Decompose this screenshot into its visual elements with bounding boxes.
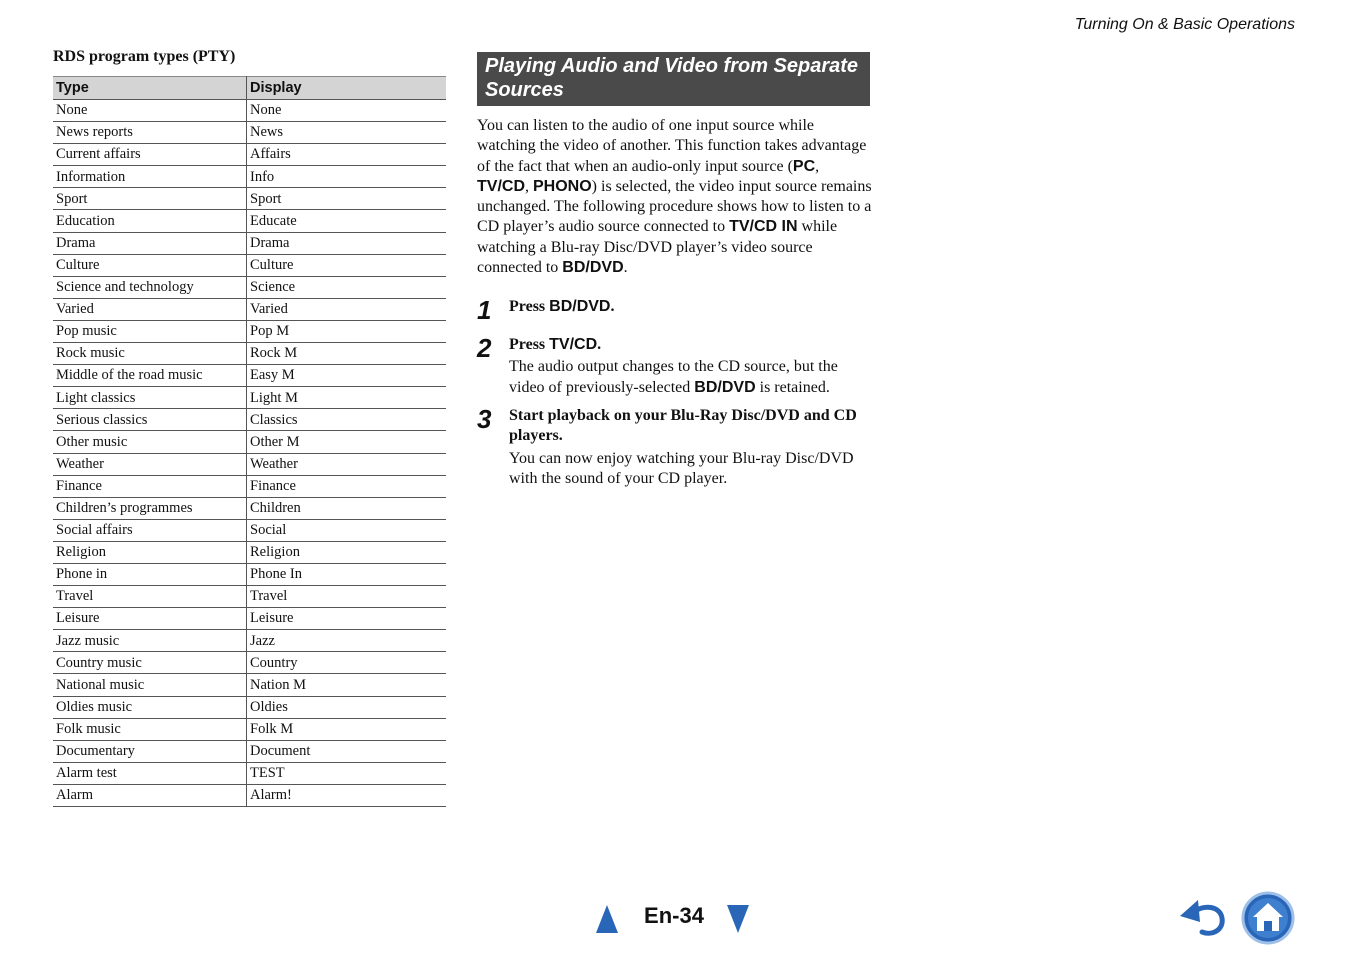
cell-type: Rock music [53, 343, 247, 365]
step-description-text: The audio output changes to the CD source, but the video of previously-selected [509, 358, 838, 396]
rds-pty-table [53, 76, 446, 807]
table-row [53, 563, 446, 585]
table-row [53, 166, 446, 188]
input-label-bddvd: BD/DVD [562, 259, 624, 277]
cell-type: Sport [53, 188, 247, 210]
page-number: En-34 [644, 903, 704, 928]
table-row [53, 652, 446, 674]
table-row [53, 696, 446, 718]
section-heading: Playing Audio and Video from Separate Sources [477, 52, 870, 106]
table-row [53, 586, 446, 608]
cell-display: Varied [247, 298, 447, 320]
cell-type: Country music [53, 652, 247, 674]
input-label-phono: PHONO [533, 177, 592, 195]
step-number: 2 [477, 333, 492, 363]
cell-type: Children’s programmes [53, 497, 247, 519]
cell-type: Finance [53, 475, 247, 497]
cell-display: Light M [247, 387, 447, 409]
table-row [53, 232, 446, 254]
cell-type: Leisure [53, 608, 247, 630]
cell-type: Information [53, 166, 247, 188]
step-description-text: is retained. [755, 378, 830, 396]
down-arrow-icon[interactable] [727, 905, 749, 933]
step-title: Start playback on your Blu-Ray Disc/DVD and CD players. [509, 407, 857, 445]
step-number: 3 [477, 404, 492, 434]
intro-text: ) is selected, the video input source remains unchanged. The following procedure shows how to listen to a CD player’s audio source connected to [477, 177, 872, 236]
cell-display: Science [247, 276, 447, 298]
table-row [53, 630, 446, 652]
cell-type: Serious classics [53, 409, 247, 431]
table-row [53, 387, 446, 409]
table-row [53, 519, 446, 541]
input-label-pc: PC [792, 157, 816, 175]
cell-type: Culture [53, 254, 247, 276]
cell-type: Religion [53, 541, 247, 563]
step-3 [477, 406, 872, 489]
cell-display: Educate [247, 210, 447, 232]
table-row [53, 343, 446, 365]
cell-display: Jazz [247, 630, 447, 652]
cell-type: Light classics [53, 387, 247, 409]
table-row [53, 144, 446, 166]
column-header-display: Display [247, 77, 447, 100]
cell-display: Rock M [247, 343, 447, 365]
table-row [53, 608, 446, 630]
step-2 [477, 335, 872, 398]
cell-display: Drama [247, 232, 447, 254]
input-label-tvcd: TV/CD [477, 177, 525, 195]
table-row [53, 784, 446, 806]
cell-type: Alarm test [53, 762, 247, 784]
home-icon[interactable] [1241, 891, 1295, 945]
cell-display: Other M [247, 431, 447, 453]
cell-type: Drama [53, 232, 247, 254]
cell-display: Finance [247, 475, 447, 497]
table-row [53, 365, 446, 387]
cell-type: Travel [53, 586, 247, 608]
table-row [53, 541, 446, 563]
button-label-bddvd: BD/DVD [694, 378, 756, 396]
cell-type: Varied [53, 298, 247, 320]
cell-type: National music [53, 674, 247, 696]
cell-display: Pop M [247, 320, 447, 342]
cell-display: Social [247, 519, 447, 541]
step-title [509, 335, 872, 355]
cell-display: Nation M [247, 674, 447, 696]
cell-display: Leisure [247, 608, 447, 630]
input-label-tvcd-in: TV/CD IN [729, 218, 798, 236]
step-title [509, 297, 872, 317]
step-number: 1 [477, 295, 492, 325]
table-row [53, 298, 446, 320]
cell-type: Alarm [53, 784, 247, 806]
table-row [53, 100, 446, 122]
up-arrow-icon[interactable] [596, 905, 618, 933]
table-row [53, 122, 446, 144]
separator: , [525, 177, 533, 195]
table-row [53, 475, 446, 497]
step-description: You can now enjoy watching your Blu-ray Disc/DVD with the sound of your CD player. [509, 449, 854, 487]
cell-display: None [247, 100, 447, 122]
cell-type: Science and technology [53, 276, 247, 298]
cell-display: Travel [247, 586, 447, 608]
cell-display: TEST [247, 762, 447, 784]
table-header-row [53, 77, 446, 100]
cell-type: None [53, 100, 247, 122]
cell-type: Other music [53, 431, 247, 453]
cell-display: Culture [247, 254, 447, 276]
intro-paragraph [477, 116, 872, 278]
table-row [53, 718, 446, 740]
button-label-bddvd: BD/DVD [549, 298, 611, 315]
cell-display: Classics [247, 409, 447, 431]
step-title-text: . [610, 298, 615, 315]
running-header: Turning On & Basic Operations [1074, 16, 1295, 33]
cell-type: Education [53, 210, 247, 232]
cell-display: Document [247, 740, 447, 762]
column-header-type: Type [53, 77, 247, 100]
cell-display: Religion [247, 541, 447, 563]
cell-type: Jazz music [53, 630, 247, 652]
table-row [53, 409, 446, 431]
cell-display: Alarm! [247, 784, 447, 806]
cell-display: Affairs [247, 144, 447, 166]
intro-text: while watching a Blu-ray Disc/DVD player’s video source connected to [477, 218, 838, 277]
cell-type: Weather [53, 453, 247, 475]
cell-type: Social affairs [53, 519, 247, 541]
intro-text: . [623, 259, 628, 277]
table-row [53, 497, 446, 519]
table-row [53, 210, 446, 232]
table-row [53, 254, 446, 276]
button-label-tvcd: TV/CD [549, 336, 598, 353]
table-row [53, 188, 446, 210]
cell-display: Info [247, 166, 447, 188]
step-title-text: Press [509, 336, 550, 353]
cell-display: Sport [247, 188, 447, 210]
cell-type: Documentary [53, 740, 247, 762]
step-title-text: . [597, 336, 602, 353]
back-arrow-icon[interactable] [1178, 896, 1228, 938]
cell-display: News [247, 122, 447, 144]
cell-type: Phone in [53, 563, 247, 585]
table-row [53, 762, 446, 784]
cell-type: Middle of the road music [53, 365, 247, 387]
table-row [53, 431, 446, 453]
table-row [53, 740, 446, 762]
table-row [53, 453, 446, 475]
step-1 [477, 295, 872, 325]
table-row [53, 674, 446, 696]
cell-display: Easy M [247, 365, 447, 387]
cell-type: Current affairs [53, 144, 247, 166]
step-title-text: Press [509, 298, 550, 315]
intro-text: You can listen to the audio of one input source while watching the video of another. This function takes advantage of the fact that when an audio-only input source ( [477, 117, 867, 175]
separator: , [815, 157, 820, 175]
table-caption: RDS program types (PTY) [53, 48, 236, 65]
table-body [53, 100, 446, 807]
cell-display: Children [247, 497, 447, 519]
cell-display: Country [247, 652, 447, 674]
cell-type: Oldies music [53, 696, 247, 718]
cell-type: News reports [53, 122, 247, 144]
cell-display: Phone In [247, 563, 447, 585]
cell-type: Pop music [53, 320, 247, 342]
table-row [53, 320, 446, 342]
cell-type: Folk music [53, 718, 247, 740]
cell-display: Weather [247, 453, 447, 475]
step-description [509, 357, 872, 398]
cell-display: Folk M [247, 718, 447, 740]
cell-display: Oldies [247, 696, 447, 718]
table-row [53, 276, 446, 298]
